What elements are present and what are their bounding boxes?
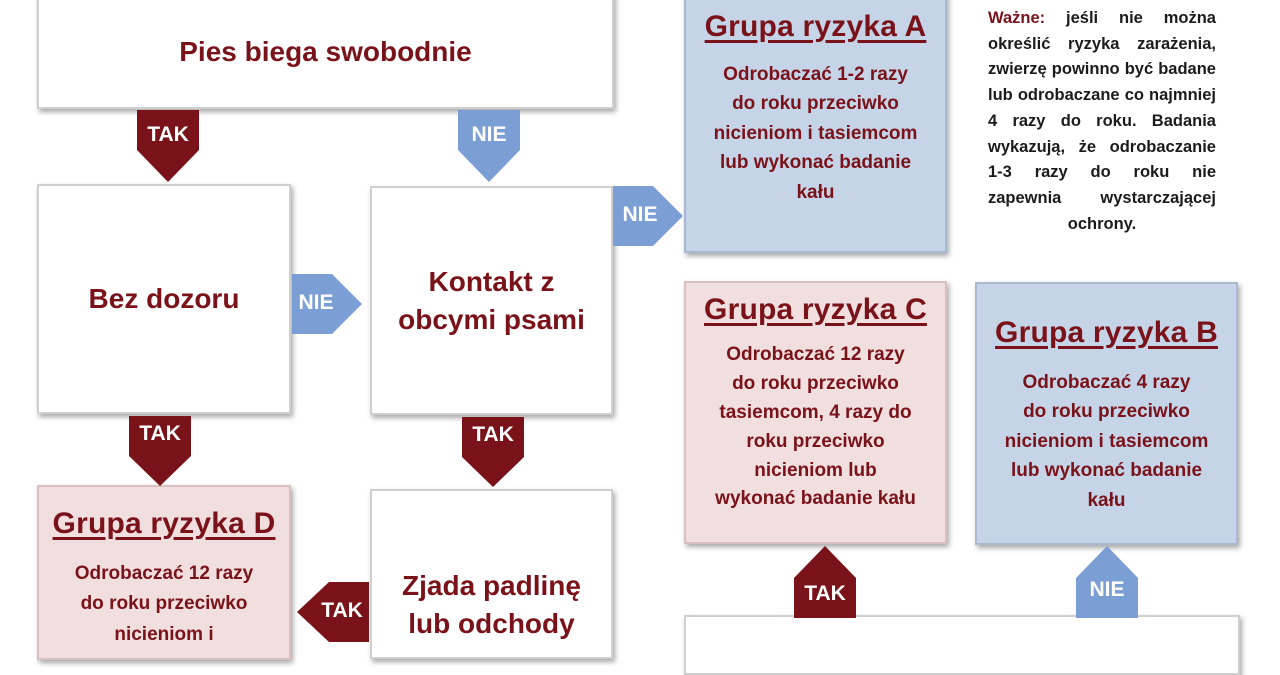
text-line: tasiemcom, 4 razy do [719,401,912,423]
risk-group-b-text [995,368,1219,515]
text-line: nicieniom i tasiemcom [1004,430,1209,452]
question-box-runs-free [37,0,614,109]
text-line: do roku przeciwko [80,593,248,615]
arrow-left-yes [297,582,369,642]
question-label-line1: Zjada padlinę [402,570,581,601]
text-line: do roku przeciwko [1023,401,1190,423]
risk-group-a-box [684,0,947,253]
risk-group-b-title: Grupa ryzyka B [995,316,1218,349]
arrow-down-no [458,110,520,182]
arrow-right-no [613,186,683,246]
risk-group-b-box [975,282,1238,545]
arrow-label: NIE [471,123,507,146]
text-line: roku przeciwko [746,430,885,452]
important-note [988,6,1216,238]
risk-group-c-title: Grupa ryzyka C [704,293,927,326]
arrow-label: TAK [321,599,363,622]
important-note-label: Ważne: [988,9,1046,27]
question-box-unsupervised [37,184,291,414]
arrow-label: NIE [622,203,658,226]
arrow-down-yes [462,417,524,487]
question-label-line2: lub odchody [408,607,575,639]
question-box-contact-other-dogs [370,186,613,415]
arrow-down-yes [137,110,199,182]
text-line: wykonać badanie kału [715,488,916,510]
arrow-right-no [292,274,362,334]
risk-group-d-title: Grupa ryzyka D [52,507,276,540]
arrow-label: TAK [147,123,189,146]
text-line: lub wykonać badanie [719,152,912,174]
text-line: nicieniom i [114,623,214,645]
arrow-label: NIE [298,291,334,314]
question-label-line2: obcymi psami [398,303,585,335]
text-line: do roku przeciwko [732,372,899,394]
arrow-down-yes [129,416,191,486]
text-line: Odrobaczać 12 razy [726,344,905,365]
text-line: kału [796,181,835,203]
important-note-text: jeśli nie można określić ryzyka zarażenia, zwierzę powinno być badane lub odrobaczane co najmniej 4 razy do roku. Badania wykazują, że odrobaczanie 1-3 razy do roku nie zapewnia wystarczającej ochrony. [988,9,1216,233]
text-line: kału [1087,489,1126,511]
arrow-label: TAK [139,422,181,445]
risk-group-a-title: Grupa ryzyka A [704,10,927,43]
arrow-label: TAK [472,423,514,446]
risk-group-d-text [65,559,263,650]
question-label-line1: Kontakt z [428,265,555,297]
text-line: do roku przeciwko [732,93,899,115]
text-line: nicieniom lub [754,459,877,481]
question-label: Bez dozoru [88,283,240,315]
text-line: lub wykonać badanie [1010,460,1203,482]
text-line: Odrobaczać 12 razy [74,563,254,584]
question-label: Pies biega swobodnie [179,35,472,67]
question-box-eats-carrion [370,489,613,659]
arrow-label: TAK [804,582,846,605]
risk-group-c-box [684,281,947,544]
text-line: Odrobaczać 1-2 razy [723,64,908,85]
arrow-label: NIE [1089,578,1125,601]
risk-group-a-text [704,60,928,207]
arrow-up-no [1076,546,1138,618]
bottom-question-box [684,615,1240,675]
text-line: nicieniom i tasiemcom [713,122,918,144]
risk-group-c-text [705,341,926,514]
text-line: Odrobaczać 4 razy [1022,372,1191,393]
arrow-up-yes [794,546,856,618]
risk-group-d-box [37,485,291,660]
